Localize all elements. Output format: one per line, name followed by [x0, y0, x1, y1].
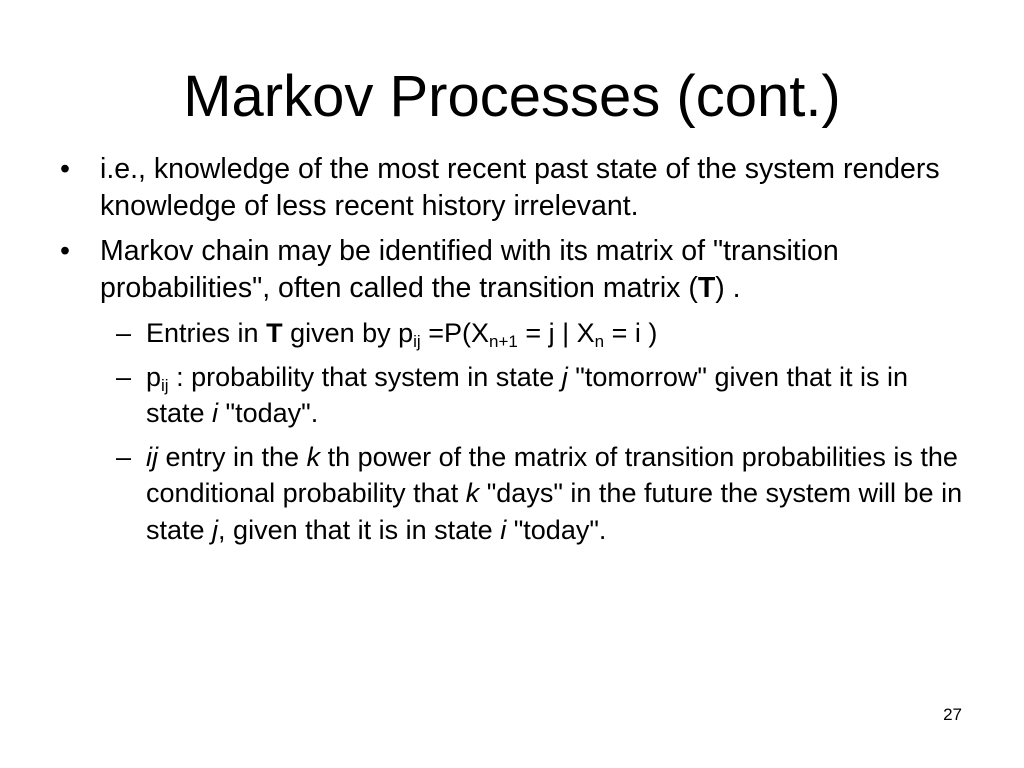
italic-term: i	[500, 514, 507, 545]
bullet-knowledge-recent-state	[60, 151, 970, 224]
slide-content	[60, 151, 970, 555]
italic-term: j	[561, 361, 568, 392]
italic-term: ij	[146, 441, 158, 472]
subbullet-kth-power	[116, 439, 970, 549]
matrix-symbol-bold: T	[697, 271, 716, 304]
subscript: n	[594, 332, 605, 351]
bullet-text-end: ) .	[715, 271, 741, 304]
bullet-marker: •	[60, 153, 70, 185]
text-part: "tomorrow" given that it is in state	[146, 361, 909, 428]
text-part: "days" in the future the system will be in state	[146, 478, 963, 545]
subscript: ij	[161, 375, 169, 395]
sub-marker: –	[116, 441, 132, 472]
bullet-marker: •	[60, 235, 70, 267]
subscript: n+1	[489, 332, 518, 351]
text-part: given by p	[282, 318, 414, 348]
italic-term: j	[212, 514, 219, 545]
bullet-text: Markov chain may be identified with its matrix of "transition probabilities", often called the transition matrix (	[100, 235, 839, 304]
sub-marker: –	[116, 318, 132, 348]
text-part: th power of the matrix of transition probabilities is the conditional probability that	[146, 441, 958, 508]
subscript: ij	[413, 332, 421, 351]
bullet-text: i.e., knowledge of the most recent past state of the system renders knowledge of less recent history irrelevant.	[100, 153, 940, 222]
subbullet-pij-definition	[116, 359, 970, 432]
text-part: Entries in	[146, 318, 267, 348]
slide-title: Markov Processes (cont.)	[183, 64, 841, 129]
text-part: , given that it is in state	[218, 514, 501, 545]
text-part: entry in the	[158, 441, 307, 472]
text-part: =P(X	[420, 318, 489, 348]
page-number: 27	[943, 705, 962, 724]
matrix-symbol-bold: T	[266, 318, 283, 348]
text-part: "today".	[506, 514, 607, 545]
text-part: "today".	[218, 398, 319, 428]
italic-term: k	[465, 478, 480, 508]
italic-term: i	[212, 398, 219, 428]
text-part: = i )	[604, 318, 658, 348]
text-part: = j | X	[517, 318, 595, 348]
subbullet-entries-formula	[116, 315, 970, 352]
text-part: : probability that system in state	[168, 361, 562, 392]
bullet-transition-matrix	[60, 233, 970, 306]
text-part: p	[146, 361, 162, 392]
italic-term: k	[306, 441, 321, 472]
sub-marker: –	[116, 361, 132, 392]
